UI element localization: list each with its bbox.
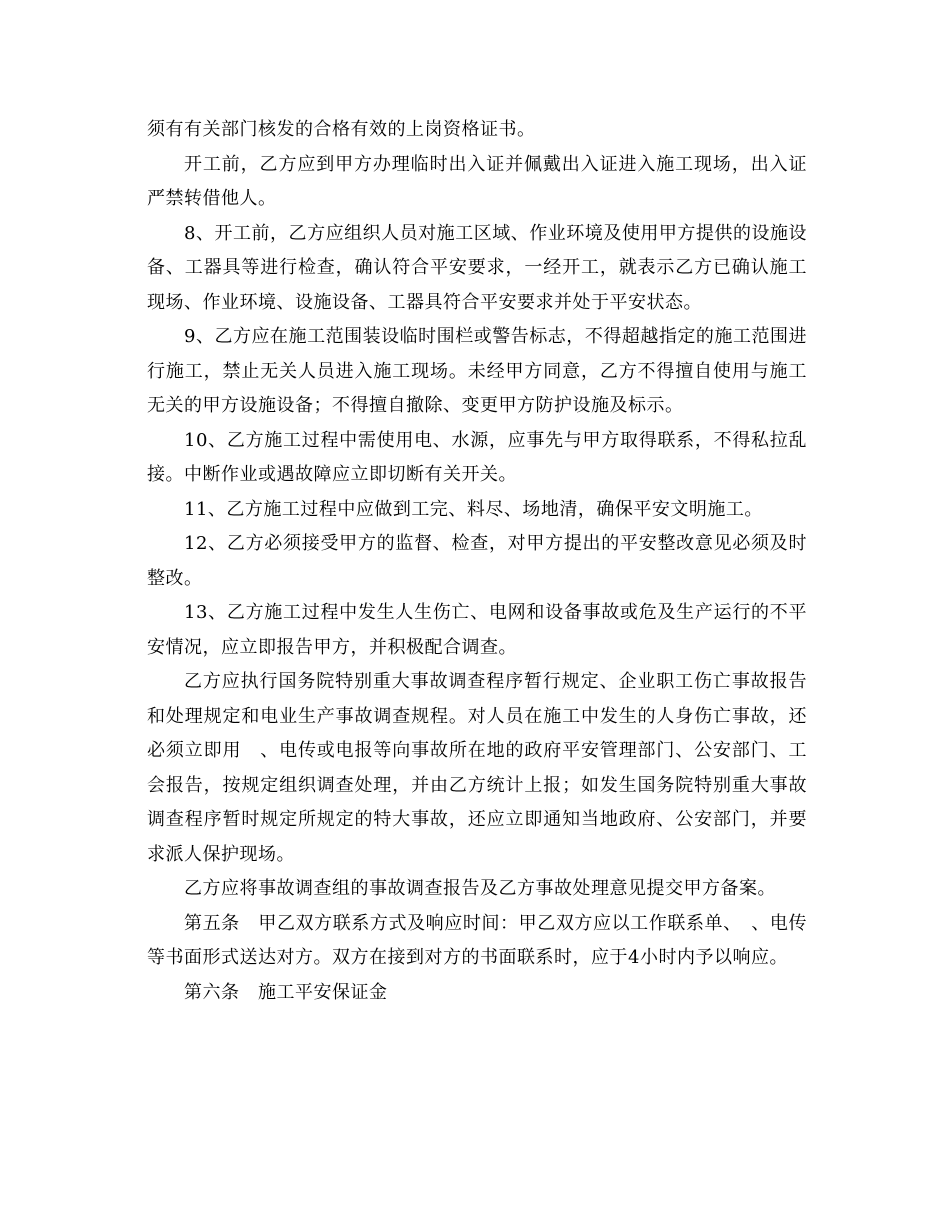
- paragraph-4: 9、乙方应在施工范围装设临时围栏或警告标志，不得超越指定的施工范围进行施工，禁止无关人员进入施工现场。未经甲方同意，乙方不得擅自使用与施工无关的甲方设施设备；不得擅自撤除、变更甲方防护设施及标示。: [147, 326, 807, 416]
- paragraph-12: 第六条 施工平安保证金: [184, 981, 388, 1003]
- paragraph-5: 10、乙方施工过程中需使用电、水源，应事先与甲方取得联系，不得私拉乱接。中断作业或遇故障应立即切断有关开关。: [147, 429, 807, 485]
- paragraph-8: 13、乙方施工过程中发生人生伤亡、电网和设备事故或危及生产运行的不平安情况，应立即报告甲方，并积极配合调查。: [147, 602, 807, 658]
- paragraph-2: 开工前，乙方应到甲方办理临时出入证并佩戴出入证进入施工现场，出入证严禁转借他人。: [147, 153, 807, 209]
- paragraph-10: 乙方应将事故调查组的事故调查报告及乙方事故处理意见提交甲方备案。: [184, 878, 776, 899]
- paragraph-11: 第五条 甲乙双方联系方式及响应时间：甲乙双方应以工作联系单、 、电传等书面形式送达对方。双方在接到对方的书面联系时，应于4小时内予以响应。: [147, 912, 807, 968]
- paragraph-7: 12、乙方必须接受甲方的监督、检查，对甲方提出的平安整改意见必须及时整改。: [147, 533, 807, 589]
- paragraph-1: 须有有关部门核发的合格有效的上岗资格证书。: [147, 119, 536, 140]
- paragraph-6: 11、乙方施工过程中应做到工完、料尽、场地清，确保平安文明施工。: [184, 498, 763, 520]
- paragraph-3: 8、开工前，乙方应组织人员对施工区域、作业环境及使用甲方提供的设施设备、工器具等进行检查，确认符合平安要求，一经开工，就表示乙方已确认施工现场、作业环境、设施设备、工器具符合平安要求并处于平安状态。: [147, 222, 807, 313]
- document-body: [147, 113, 807, 1010]
- paragraph-9: 乙方应执行国务院特别重大事故调查程序暂行规定、企业职工伤亡事故报告和处理规定和电业生产事故调查规程。对人员在施工中发生的人身伤亡事故，还必须立即用 、电传或电报等向事故所在地的政府平安管理部门、公安部门、工会报告，按规定组织调查处理，并由乙方统计上报；如发生国务院特别重大事故调查程序暂时规定所规定的特大事故，还应立即通知当地政府、公安部门，并要求派人保护现场。: [147, 671, 807, 865]
